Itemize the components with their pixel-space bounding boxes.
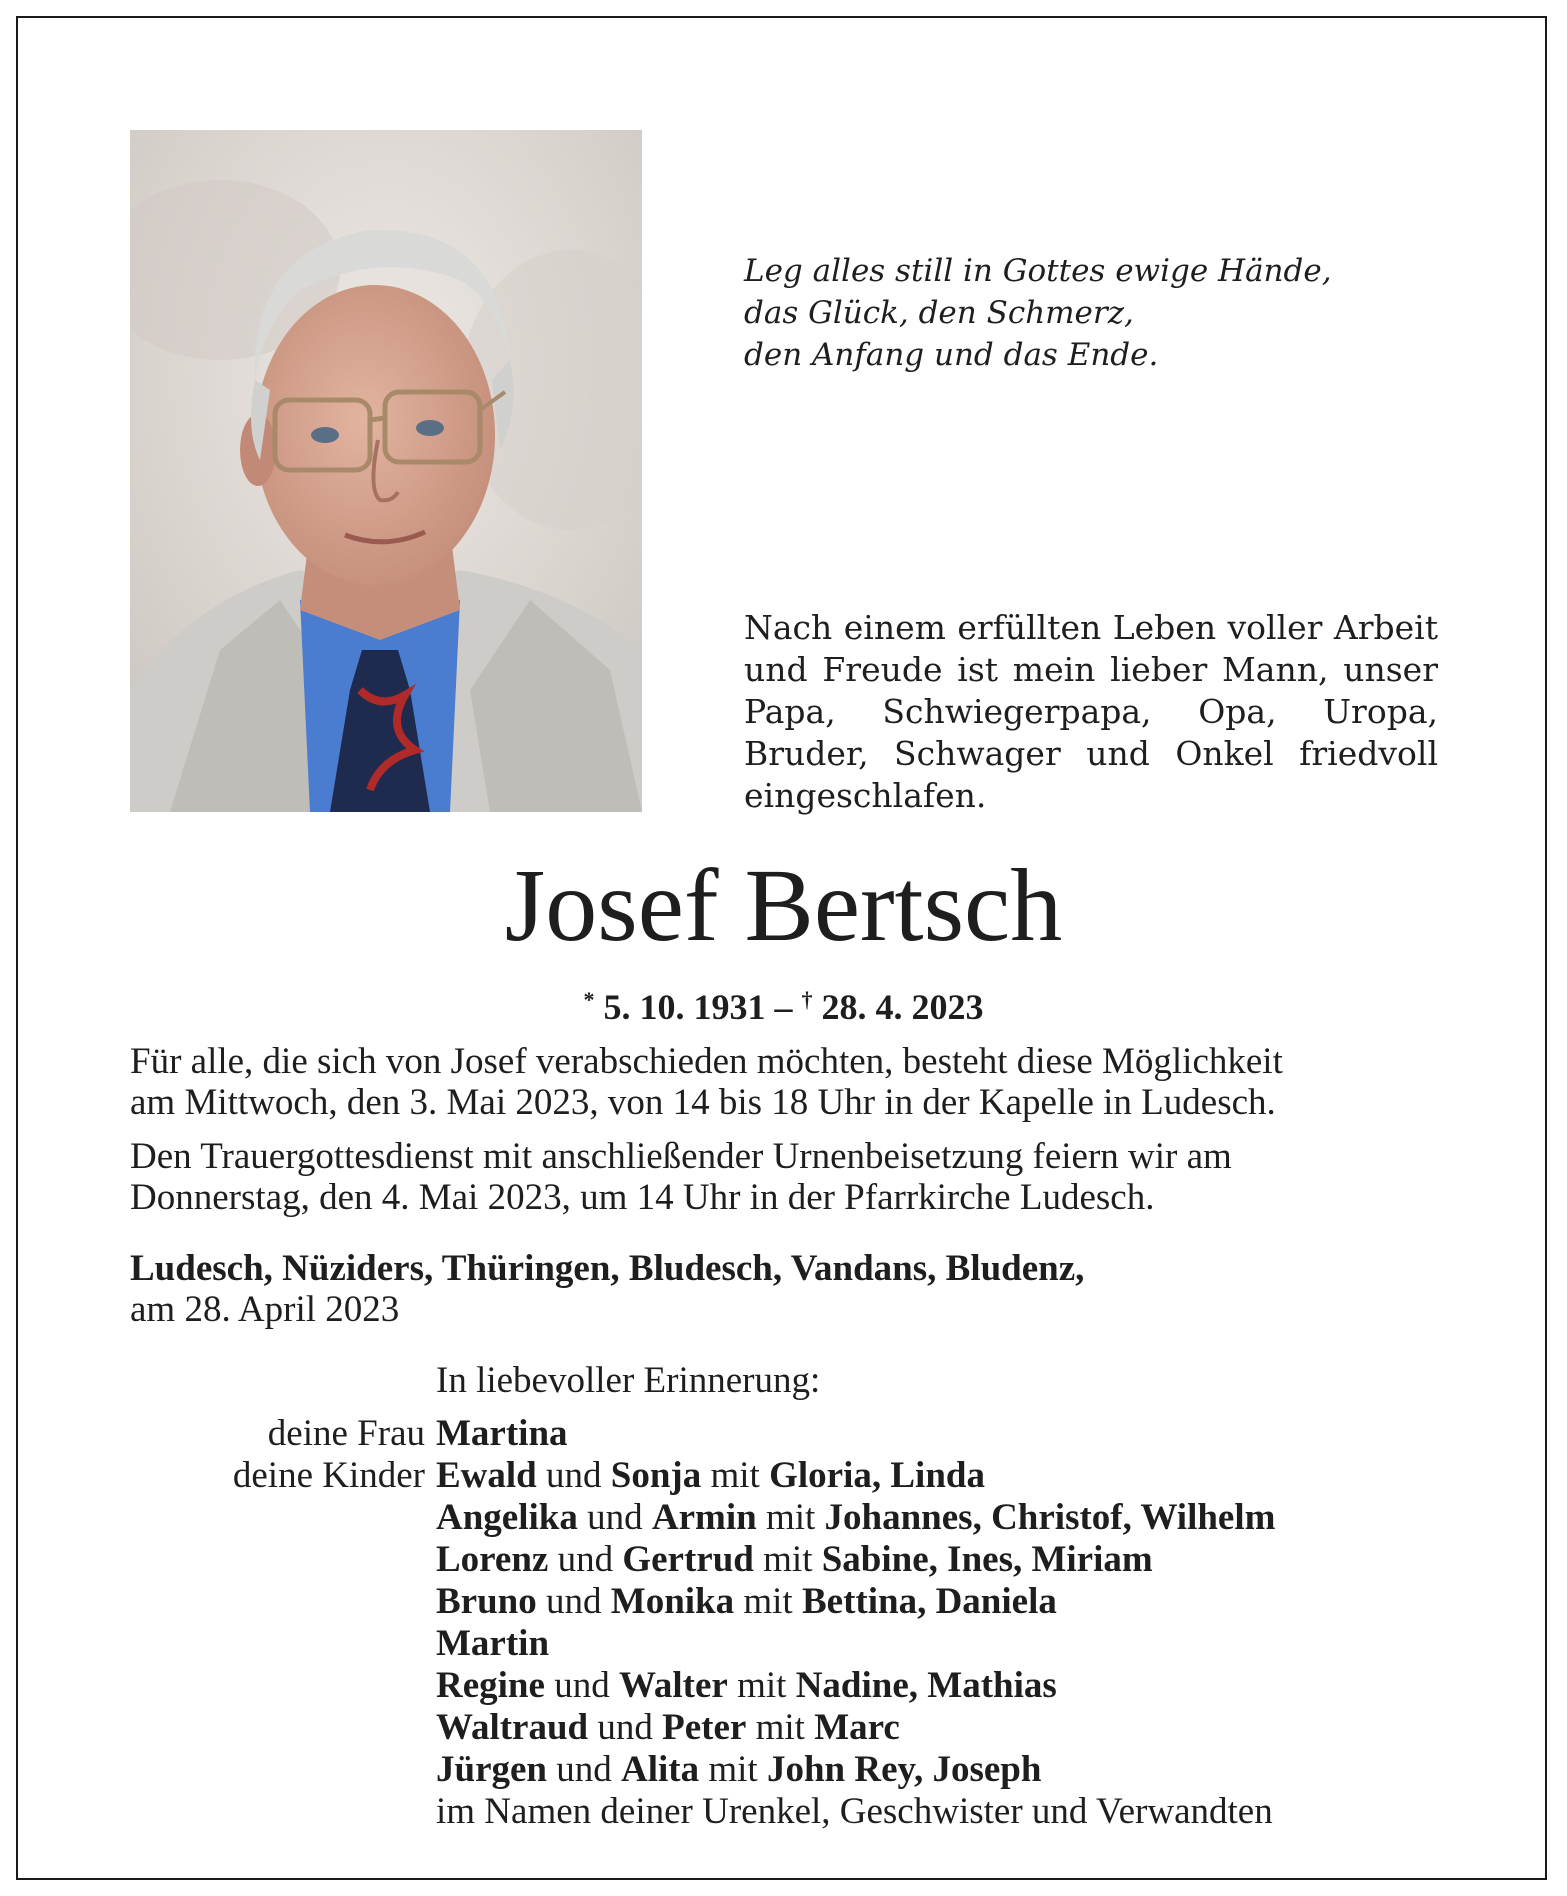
service-paragraph	[130, 1136, 1440, 1218]
farewell-line: Für alle, die sich von Josef verabschieden möchten, besteht diese Möglichkeit	[130, 1041, 1283, 1082]
wife-name: Martina	[436, 1413, 568, 1454]
verse-quote	[744, 250, 1464, 376]
family-row-child	[0, 1749, 1567, 1791]
grandchildren-names: John Rey, Joseph	[766, 1749, 1042, 1790]
closing-line: im Namen deiner Urenkel, Geschwister und Verwandten	[436, 1791, 1273, 1832]
family-row-child	[0, 1707, 1567, 1749]
family-row-child	[0, 1497, 1567, 1539]
word-with: mit	[755, 1707, 805, 1748]
word-with: mit	[737, 1665, 787, 1706]
portrait-photo	[130, 130, 642, 812]
word-with: mit	[710, 1455, 760, 1496]
word-and: und	[587, 1497, 643, 1538]
service-line: Den Trauergottesdienst mit anschließender Urnenbeisetzung feiern wir am	[130, 1136, 1232, 1177]
word-with: mit	[708, 1749, 758, 1790]
intro-text: Nach einem erfüllten Leben voller Arbeit und Freude ist mein lieber Mann, unser Papa, Schwiegerpapa, Opa, Uropa, Bruder, Schwager und Onkel friedvoll eingeschlafen.	[744, 608, 1438, 815]
word-and: und	[557, 1539, 614, 1580]
birth-symbol: *	[583, 987, 595, 1012]
word-and: und	[546, 1581, 602, 1622]
family-row-closing	[0, 1791, 1567, 1833]
family-row-child	[0, 1581, 1567, 1623]
grandchildren-names: Bettina, Daniela	[801, 1581, 1057, 1622]
partner-name: Sonja	[610, 1455, 702, 1496]
partner-name: Gertrud	[622, 1539, 754, 1580]
life-dates	[0, 978, 1567, 1029]
word-with: mit	[743, 1581, 793, 1622]
wife-label: deine Frau	[267, 1413, 425, 1454]
places-block	[130, 1248, 1084, 1330]
child-name: Jürgen	[436, 1749, 547, 1790]
place-date: am 28. April 2023	[130, 1289, 400, 1330]
child-name: Regine	[436, 1665, 545, 1706]
child-name: Bruno	[436, 1581, 537, 1622]
partner-name: Alita	[621, 1749, 700, 1790]
child-name: Martin	[436, 1623, 550, 1664]
death-date: 28. 4. 2023	[821, 987, 984, 1027]
death-symbol: †	[801, 987, 813, 1012]
family-row-child	[0, 1623, 1567, 1665]
word-and: und	[597, 1707, 653, 1748]
grandchildren-names: Johannes, Christof, Wilhelm	[824, 1497, 1276, 1538]
date-separator: –	[765, 987, 802, 1027]
family-row-child	[0, 1539, 1567, 1581]
partner-name: Peter	[662, 1707, 747, 1748]
family-row-child	[0, 1665, 1567, 1707]
word-with: mit	[763, 1539, 813, 1580]
farewell-paragraph	[130, 1041, 1440, 1123]
partner-name: Monika	[610, 1581, 735, 1622]
partner-name: Armin	[651, 1497, 757, 1538]
service-line: Donnerstag, den 4. Mai 2023, um 14 Uhr in der Pfarrkirche Ludesch.	[130, 1177, 1155, 1218]
family-list	[0, 1413, 1567, 1833]
child-name: Ewald	[436, 1455, 537, 1496]
farewell-line: am Mittwoch, den 3. Mai 2023, von 14 bis 18 Uhr in der Kapelle in Ludesch.	[130, 1082, 1276, 1123]
family-row-wife	[0, 1413, 1567, 1455]
child-name: Lorenz	[436, 1539, 549, 1580]
word-with: mit	[765, 1497, 816, 1538]
word-and: und	[546, 1455, 602, 1496]
word-and: und	[556, 1749, 612, 1790]
children-label: deine Kinder	[232, 1455, 425, 1496]
birth-date: 5. 10. 1931	[603, 987, 766, 1027]
verse-line: Leg alles still in Gottes ewige Hände,	[744, 253, 1332, 289]
child-name: Waltraud	[436, 1707, 589, 1748]
verse-line: den Anfang und das Ende.	[744, 337, 1159, 373]
word-and: und	[554, 1665, 610, 1706]
grandchildren-names: Nadine, Mathias	[795, 1665, 1057, 1706]
remembrance-heading: In liebevoller Erinnerung:	[436, 1360, 821, 1401]
child-name: Angelika	[436, 1497, 578, 1538]
grandchildren-names: Gloria, Linda	[769, 1455, 985, 1496]
verse-line: das Glück, den Schmerz,	[744, 295, 1134, 331]
deceased-name: Josef Bertsch	[504, 848, 1063, 963]
places-list: Ludesch, Nüziders, Thüringen, Bludesch, Vandans, Bludenz,	[130, 1248, 1085, 1289]
grandchildren-names: Sabine, Ines, Miriam	[821, 1539, 1153, 1580]
grandchildren-names: Marc	[814, 1707, 900, 1748]
partner-name: Walter	[618, 1665, 728, 1706]
family-row-child	[0, 1455, 1567, 1497]
